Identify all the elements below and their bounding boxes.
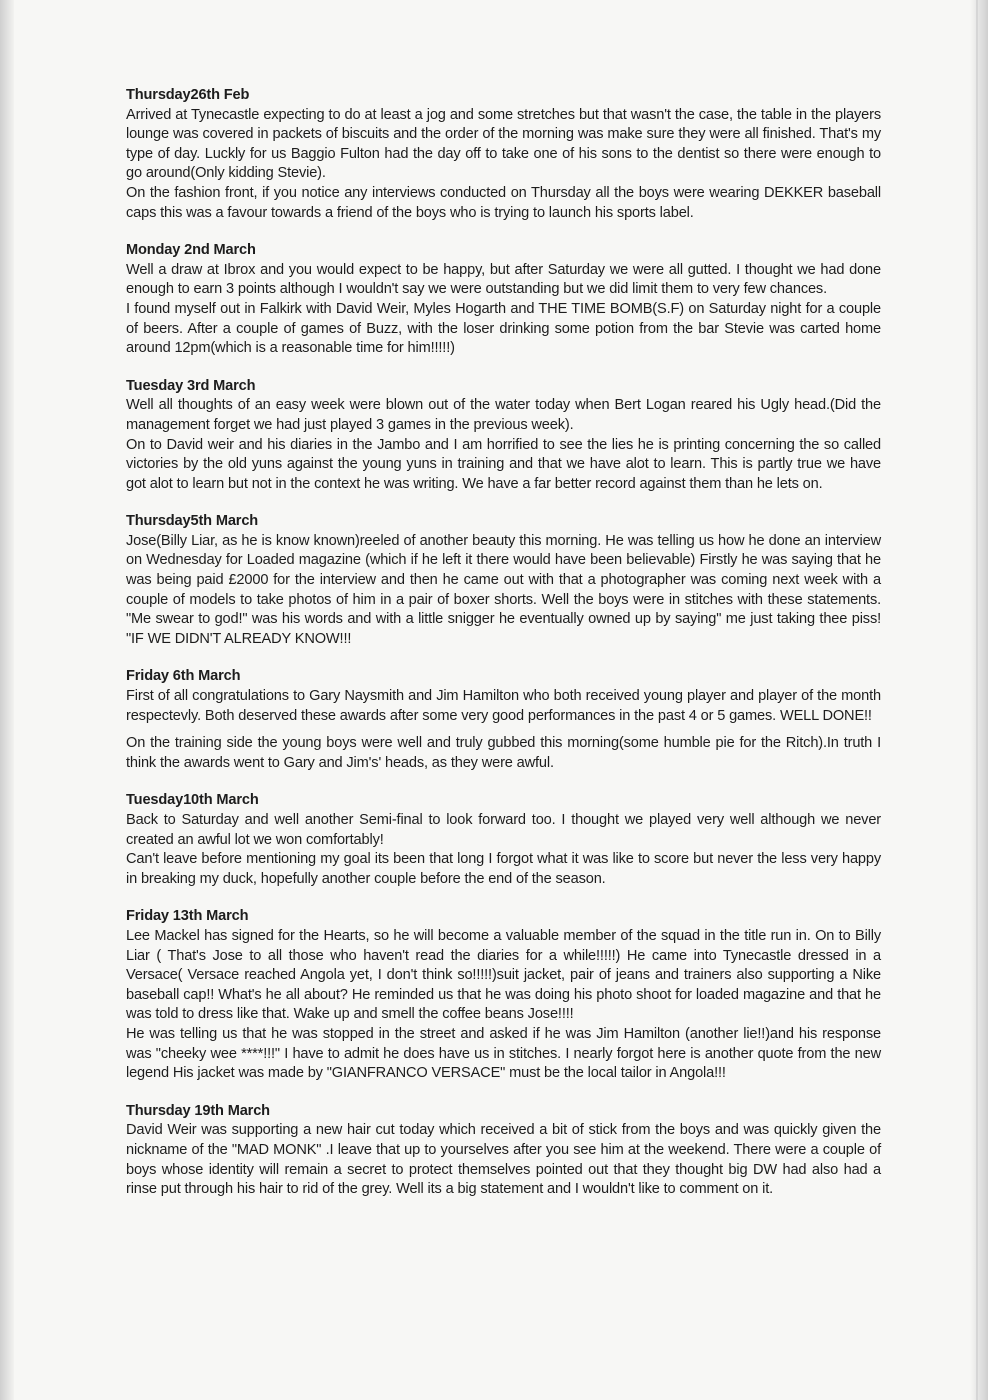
entry-date-heading: Monday 2nd March xyxy=(126,242,256,259)
entry-paragraph: On to David weir and his diaries in the Jambo and I am horrified to see the lies he is printing concerning the so called victories by the old yuns against the young yuns in training and that we have alot to learn. This is partly true we have got alot to learn but not in the context he was writing. We have a far better record against them than he lets on. xyxy=(126,436,881,492)
entry-paragraph: Well a draw at Ibrox and you would expect to be happy, but after Saturday we were all gutted. I thought we had done enough to earn 3 points although I wouldn't say we were outstanding but we did limit them to very few chances. xyxy=(126,261,881,298)
entry-paragraph: Lee Mackel has signed for the Hearts, so he will become a valuable member of the squad in the title run in. On to Billy Liar ( That's Jose to all those who haven't read the diaries for a while!!!!!) He came into Tynecastle dressed in a Versace( Versace reached Angola yet, I don't think so!!!!!)suit jacket, pair of jeans and trainers also supporting a Nike baseball cap!! What's he all about? He reminded us that he was doing his photo shoot for loaded magazine and that he was told to dress like that. Wake up and smell the coffee beans Jose!!!! xyxy=(126,927,881,1023)
entry-date-heading: Thursday26th Feb xyxy=(126,87,250,103)
entry-paragraph: Back to Saturday and well another Semi-final to look forward too. I thought we played very well although we never created an awful lot we won comfortably! xyxy=(126,812,881,848)
page-edge xyxy=(970,0,988,1400)
diary-entry xyxy=(126,791,881,889)
entry-paragraph: Well all thoughts of an easy week were blown out of the water today when Bert Logan reared his Ugly head.(Did the management forget we had just played 3 games in the previous week). xyxy=(126,397,881,433)
entry-date-heading: Friday 6th March xyxy=(126,668,241,685)
entry-date-heading: Thursday5th March xyxy=(126,513,259,530)
diary-entry xyxy=(126,907,881,1083)
page-binding-shadow xyxy=(0,0,14,1400)
entry-paragraph: Can't leave before mentioning my goal its been that long I forgot what it was like to score but never the less very happy in breaking my duck, hopefully another couple before the end of the season. xyxy=(126,851,881,887)
diary-entry xyxy=(126,1102,881,1200)
entry-paragraph: I found myself out in Falkirk with David Weir, Myles Hogarth and THE TIME BOMB(S.F) on Saturday night for a couple of beers. After a couple of games of Buzz, with the loser drinking some potion from the bar Stevie was carted home around 12pm(which is a reasonable time for him!!!!!) xyxy=(126,300,881,357)
diary-entry xyxy=(126,667,881,773)
entry-paragraph: He was telling us that he was stopped in the street and asked if he was Jim Hamilton (another lie!!)and his response was "cheeky wee ****!!!" I have to admit he does have us in stitches. I nearly forgot here is another quote from the new legend His jacket was made by "GIANFRANCO VERSACE" must be the local tailor in Angola!!! xyxy=(126,1025,881,1082)
entry-paragraph: David Weir was supporting a new hair cut today which received a bit of stick from the boys and was quickly given the nickname of the "MAD MONK" .I leave that up to yourselves after you see him at the weekend. There were a couple of boys whose identity will remain a secret to protect themselves pointed out that they thought big DW had also had a rinse put through his hair to rid of the grey. Well its a big statement and I wouldn't like to comment on it. xyxy=(126,1122,881,1198)
entry-paragraph: First of all congratulations to Gary Naysmith and Jim Hamilton who both received young player and player of the month respectevly. Both deserved these awards after some very good performances in the past 4 or 5 games. WELL DONE!! xyxy=(126,688,881,724)
entry-date-heading: Tuesday 3rd March xyxy=(126,377,256,394)
diary-entry xyxy=(126,377,881,495)
entry-paragraph: On the fashion front, if you notice any interviews conducted on Thursday all the boys were wearing DEKKER baseball caps this was a favour towards a friend of the boys who is trying to launch his sports label. xyxy=(126,184,881,221)
diary-entry xyxy=(126,241,881,359)
diary-content xyxy=(126,86,881,1200)
entry-date-heading: Friday 13th March xyxy=(126,908,249,925)
page-edge-line xyxy=(976,0,978,1400)
entry-paragraph: Jose(Billy Liar, as he is know known)reeled of another beauty this morning. He was telling us how he done an interview on Wednesday for Loaded magazine (which if he left it there would have been believable) Firstly he was saying that he was being paid £2000 for the interview and then he came out with that a photographer was coming next week with a couple of models to take photos of him in a pair of boxer shorts. Well the boys were in stitches with these statements. "Me swear to god!" was his words and with a little snigger he eventually owned up by saying" me just taking thee piss! "IF WE DIDN'T ALREADY KNOW!!! xyxy=(126,532,881,647)
entry-paragraph: Arrived at Tynecastle expecting to do at least a jog and some stretches but that wasn't the case, the table in the players lounge was covered in packets of biscuits and the order of the morning was make sure they were all finished. That's my type of day. Luckly for us Baggio Fulton had the day off to take one of his sons to the dentist so there were enough to go around(Only kidding Stevie). xyxy=(126,106,881,182)
entry-paragraph: On the training side the young boys were well and truly gubbed this morning(some humble pie for the Ritch).In truth I think the awards went to Gary and Jim's' heads, as they were awful. xyxy=(126,735,881,771)
entry-date-heading: Tuesday10th March xyxy=(126,792,259,809)
entry-date-heading: Thursday 19th March xyxy=(126,1102,270,1119)
diary-entry xyxy=(126,512,881,649)
diary-entry xyxy=(126,86,881,223)
